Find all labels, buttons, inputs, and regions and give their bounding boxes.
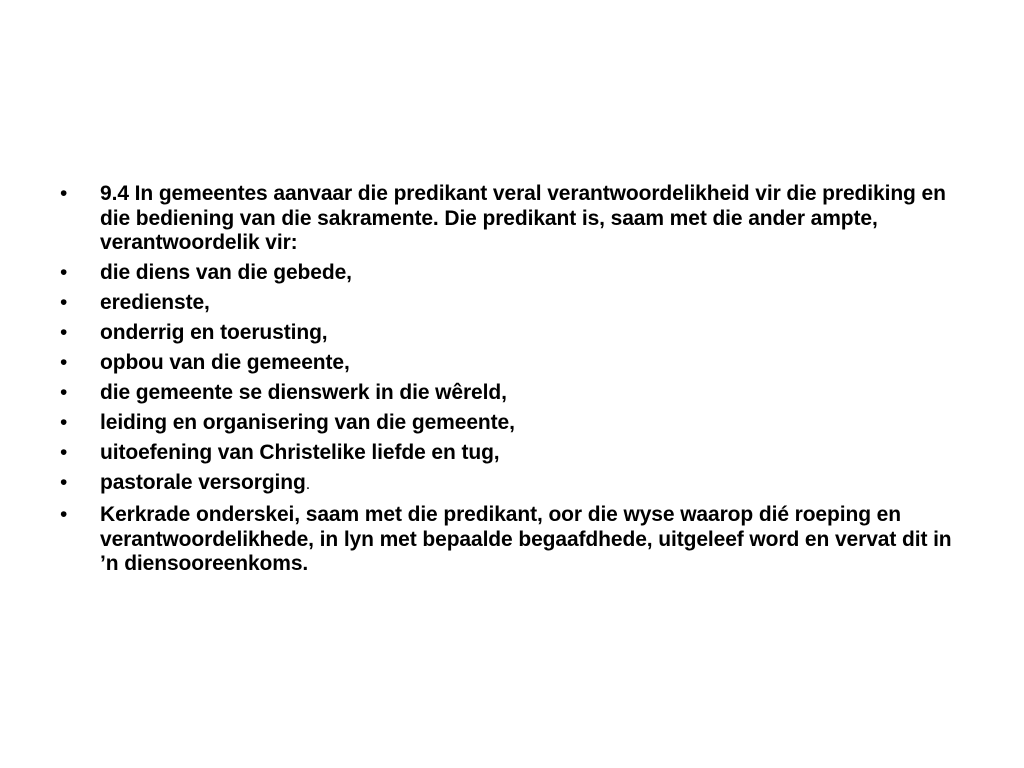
list-item (60, 503, 965, 577)
list-item-text: die gemeente se dienswerk in die wêreld, (100, 381, 507, 404)
bullet-marker: • (60, 351, 68, 374)
list-item-text: leiding en organisering van die gemeente, (100, 411, 515, 434)
list-item-text: pastorale versorging (100, 471, 306, 494)
list-item-text: Kerkrade onderskei, saam met die predikant, oor die wyse waarop dié roeping en verantwoordelikhede, in lyn met bepaalde begaafdhede, uitgeleef word en vervat dit in ’n diensooreenkoms. (100, 503, 952, 575)
bullet-marker: • (60, 441, 68, 464)
list-item (60, 381, 965, 406)
list-item-text: die diens van die gebede, (100, 261, 352, 284)
bullet-marker: • (60, 471, 68, 494)
list-item-text: uitoefening van Christelike liefde en tug, (100, 441, 500, 464)
bullet-marker: • (60, 503, 68, 526)
bullet-marker: • (60, 321, 68, 344)
list-item-text: eredienste, (100, 291, 210, 314)
list-item (60, 351, 965, 376)
bullet-marker: • (60, 381, 68, 404)
list-item (60, 291, 965, 316)
list-item (60, 261, 965, 286)
list-item (60, 471, 965, 498)
bullet-marker: • (60, 411, 68, 434)
list-item-text: 9.4 In gemeentes aanvaar die predikant veral verantwoordelikheid vir die prediking en die bediening van die sakramente. Die predikant is, saam met die ander ampte, verantwoordelik vir: (100, 182, 946, 254)
list-item (60, 182, 965, 256)
list-item (60, 321, 965, 346)
list-item (60, 441, 965, 466)
bullet-marker: • (60, 291, 68, 314)
list-item-text: opbou van die gemeente, (100, 351, 350, 374)
bullet-list (60, 182, 965, 582)
list-item-trailing-period: . (305, 476, 311, 493)
list-item (60, 411, 965, 436)
bullet-marker: • (60, 182, 68, 205)
bullet-marker: • (60, 261, 68, 284)
list-item-text: onderrig en toerusting, (100, 321, 328, 344)
